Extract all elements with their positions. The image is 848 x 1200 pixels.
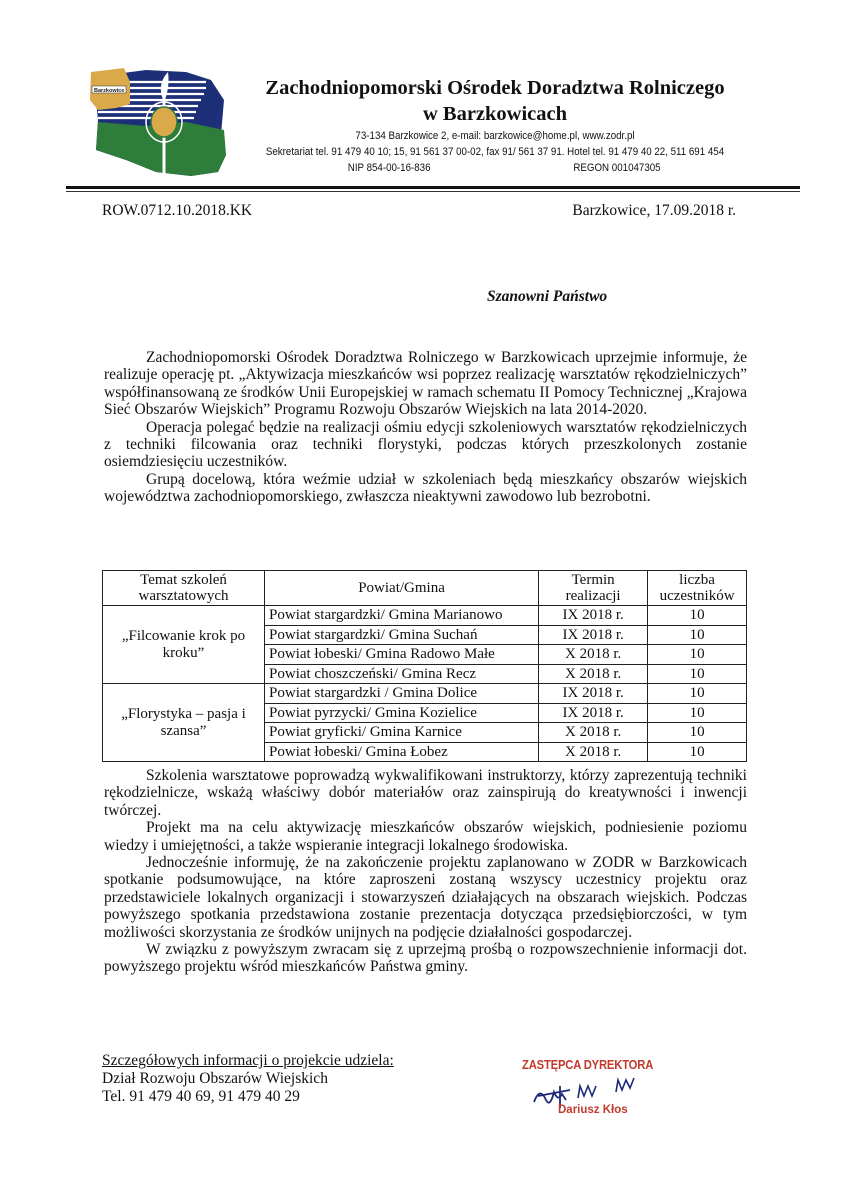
salutation: Szanowni Państwo [487,288,608,305]
count-cell: 10 [648,664,747,684]
header-count: liczba uczestników [648,571,747,606]
organization-contact [237,128,752,176]
term-cell: IX 2018 r. [539,606,648,626]
place-cell: Powiat stargardzki / Gmina Dolice [265,684,539,704]
count-cell: 10 [648,703,747,723]
topic-cell: „Filcowanie krok po kroku” [103,606,265,684]
place-cell: Powiat gryficki/ Gmina Karnice [265,723,539,743]
term-cell: X 2018 r. [539,723,648,743]
table-header-row [103,571,747,606]
place-cell: Powiat stargardzki/ Gmina Marianowo [265,606,539,626]
place-cell: Powiat łobeski/ Gmina Radowo Małe [265,645,539,665]
org-phones: Sekretariat tel. 91 479 40 10; 15, 91 561 37 00-02, fax 91/ 561 37 91. Hotel tel. 91 479 40 22, 511 691 454 [265,146,725,158]
organization-name [240,75,750,127]
count-cell: 10 [648,742,747,762]
term-cell: IX 2018 r. [539,684,648,704]
place-cell: Powiat stargardzki/ Gmina Suchań [265,625,539,645]
org-nip: NIP 854-00-16-836 [347,162,431,174]
term-cell: IX 2018 r. [539,703,648,723]
header-place: Powiat/Gmina [265,571,539,606]
term-cell: X 2018 r. [539,645,648,665]
letter-date: Barzkowice, 17.09.2018 r. [572,202,736,219]
contact-phones: Tel. 91 479 40 69, 91 479 40 29 [102,1088,300,1105]
count-cell: 10 [648,645,747,665]
count-cell: 10 [648,625,747,645]
letterhead-divider-thin [66,191,800,192]
svg-text:Barzkowice: Barzkowice [94,88,125,94]
paragraph: Jednocześnie informuję, że na zakończenie projektu zaplanowano w ZODR w Barzkowicach spotkanie podsumowujące, na które zaproszeni zostaną wszyscy uczestnicy projektu oraz przedstawiciele lokalnych organizacji i stowarzyszeń działających na obszarach wiejskich. Podczas powyższego spotkania przedstawiona zostanie prezentacja dotycząca przedsiębiorczości, w tym możliwości skorzystania ze środków unijnych na podjęcie działalności gospodarczej. [104,854,747,941]
term-cell: IX 2018 r. [539,625,648,645]
place-cell: Powiat łobeski/ Gmina Łobez [265,742,539,762]
body-after-table [104,767,747,976]
paragraph: W związku z powyższym zwracam się z uprzejmą prośbą o rozpowszechnienie informacji dot. powyższego projektu wśród mieszkańców Państwa gminy. [104,941,747,976]
header-term: Termin realizacji [539,571,648,606]
count-cell: 10 [648,684,747,704]
org-address: 73-134 Barzkowice 2, e-mail: barzkowice@home.pl, www.zodr.pl [355,130,635,142]
paragraph: Operacja polegać będzie na realizacji ośmiu edycji szkoleniowych warsztatów rękodzielniczych z techniki filcowania oraz techniki florystyki, podczas których przeszkolonych zostanie osiemdziesięciu uczestników. [104,418,747,471]
paragraph: Projekt ma na celu aktywizację mieszkańców obszarów wiejskich, podniesienie poziomu wiedzy i umiejętności, a także wspieranie integracji lokalnego środowiska. [104,819,747,854]
table-row [103,606,747,626]
topic-cell: „Florystyka – pasja i szansa” [103,684,265,762]
place-cell: Powiat pyrzycki/ Gmina Kozielice [265,703,539,723]
paragraph: Zachodniopomorski Ośrodek Doradztwa Rolniczego w Barzkowicach uprzejmie informuje, że realizuje operację pt. „Aktywizacja mieszkańców wsi poprzez realizację warsztatów rękodzielniczych” współfinansowaną ze środków Unii Europejskiej w ramach schematu II Pomocy Technicznej „Krajowa Sieć Obszarów Wiejskich” Programu Rozwoju Obszarów Wiejskich na lata 2014-2020. [104,349,747,419]
body-before-table [104,349,747,506]
org-regon: REGON 001047305 [573,162,661,174]
term-cell: X 2018 r. [539,742,648,762]
org-ids [329,160,660,176]
contact-department: Dział Rozwoju Obszarów Wiejskich [102,1070,328,1087]
workshops-table [102,570,747,762]
contact-heading: Szczegółowych informacji o projekcie udziela: [102,1052,394,1069]
term-cell: X 2018 r. [539,664,648,684]
reference-number: ROW.0712.10.2018.KK [102,202,253,219]
stamp-name: Dariusz Kłos [558,1104,628,1116]
table-row [103,684,747,704]
count-cell: 10 [648,723,747,743]
org-name-line2: w Barzkowicach [422,103,568,125]
contact-info [102,1052,394,1106]
org-name-line1: Zachodniopomorski Ośrodek Doradztwa Rolniczego [265,77,725,99]
paragraph: Szkolenia warsztatowe poprowadzą wykwalifikowani instruktorzy, którzy zaprezentują techniki rękodzielnicze, wskażą właściwy dobór materiałów oraz zainspirują do kreatywności i inwencji twórczej. [104,767,747,819]
signature-stamp [522,1058,682,1116]
header-topic: Temat szkoleń warsztatowych [103,571,265,606]
stamp-title: ZASTĘPCA DYREKTORA [522,1058,654,1072]
count-cell: 10 [648,606,747,626]
place-cell: Powiat choszczeński/ Gmina Recz [265,664,539,684]
paragraph: Grupą docelową, która weźmie udział w szkoleniach będą mieszkańcy obszarów wiejskich województwa zachodniopomorskiego, zwłaszcza nieaktywni zawodowo lub bezrobotni. [104,470,747,506]
zodr-logo-icon [86,60,236,180]
letterhead-divider-thick [66,186,800,189]
